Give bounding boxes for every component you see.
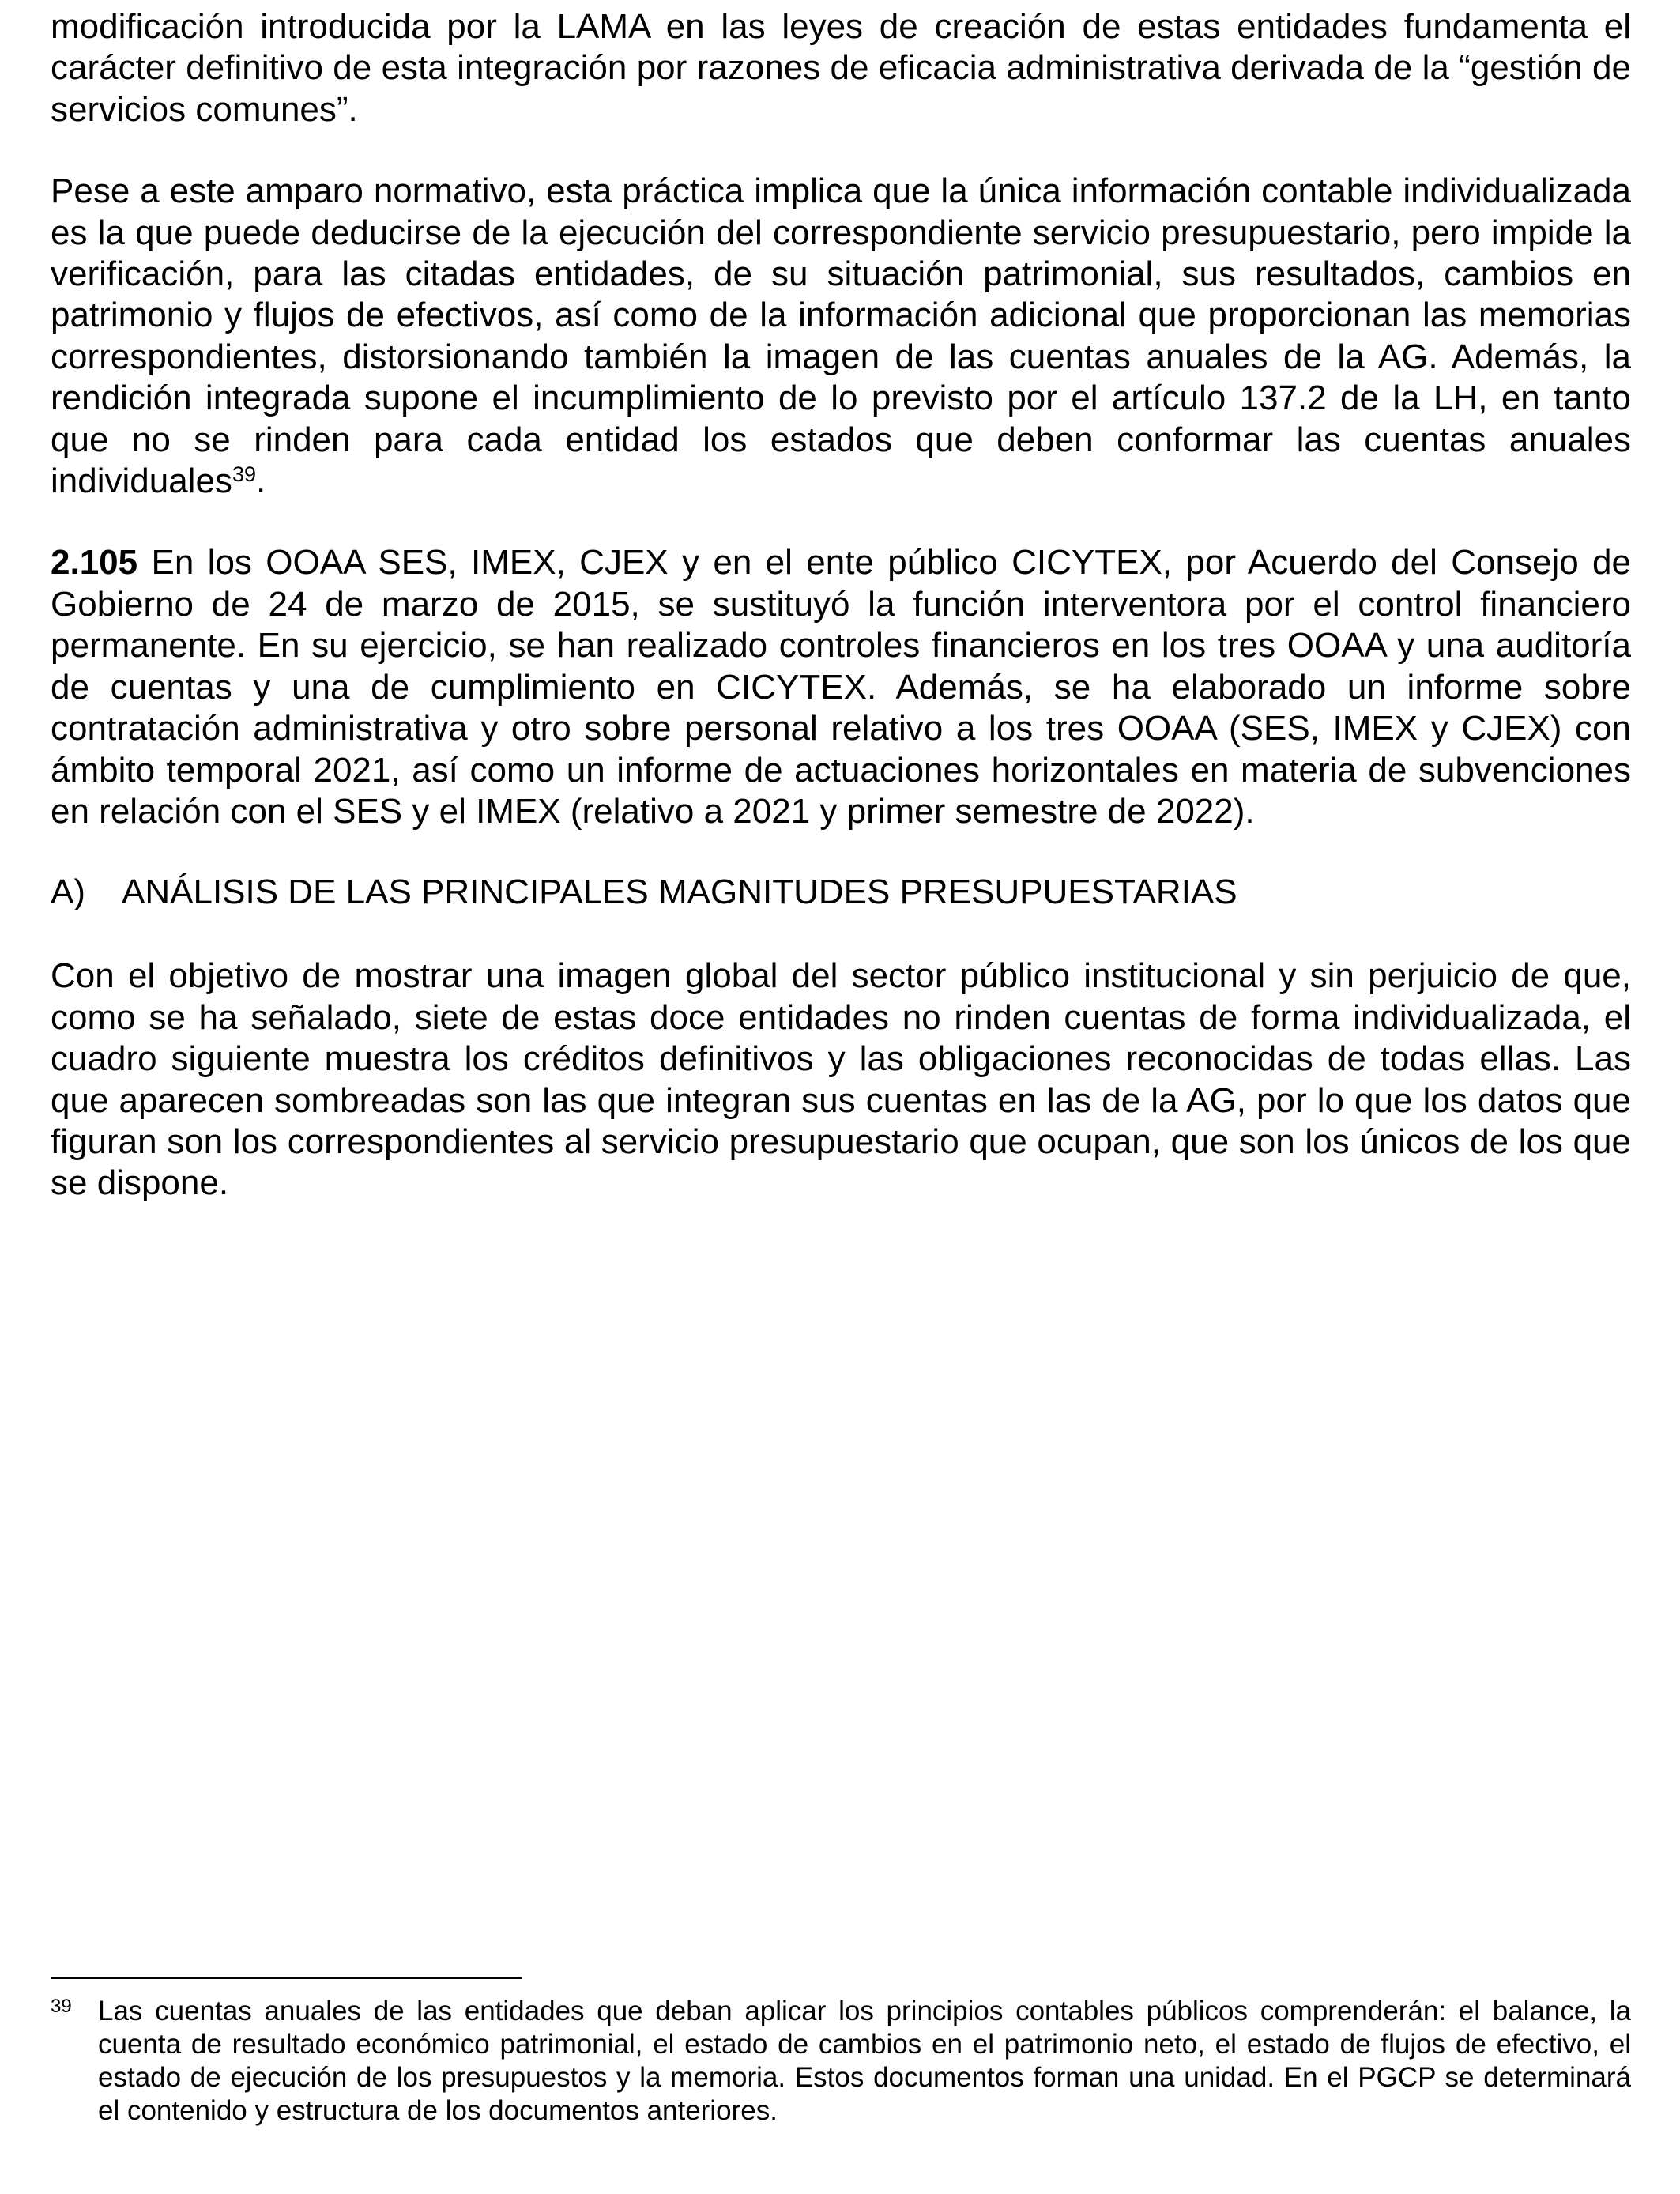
paragraph-normative (51, 171, 1631, 502)
paragraph-intro (51, 6, 1631, 130)
footnote-divider (51, 1977, 522, 1979)
document-body (51, 6, 1631, 1204)
paragraph-objective (51, 956, 1631, 1204)
section-heading (51, 872, 1631, 913)
footnote-text: Las cuentas anuales de las entidades que deban aplicar los principios contables públicos comprenderán: el balance, la cuenta de resultado económico patrimonial, el estado de cambios en el patrimonio neto, el estado de flujos de efectivo, el estado de ejecución de los presupuestos y la memoria. Estos documentos forman una unidad. En el PGCP se determinará el contenido y estructura de los documentos anteriores. (98, 1996, 1631, 2126)
paragraph-2-105-text: En los OOAA SES, IMEX, CJEX y en el ente público CICYTEX, por Acuerdo del Consejo de Gobierno de 24 de marzo de 2015, se sustituyó la función interventora por el control financiero permanente. En su ejercicio, se han realizado controles financieros en los tres OOAA y una auditoría de cuentas y una de cumplimiento en CICYTEX. Además, se ha elaborado un informe sobre contratación administrativa y otro sobre personal relativo a los tres OOAA (SES, IMEX y CJEX) con ámbito temporal 2021, así como un informe de actuaciones horizontales en materia de subvenciones en relación con el SES y el IMEX (relativo a 2021 y primer semestre de 2022). (51, 543, 1631, 831)
paragraph-normative-text: Pese a este amparo normativo, esta práctica implica que la única información contable individualizada es la que puede deducirse de la ejecución del correspondiente servicio presupuestario, pero impide la verificación, para las citadas entidades, de su situación patrimonial, sus resultados, cambios en patrimonio y flujos de efectivos, así como de la información adicional que proporcionan las memorias correspondientes, distorsionando también la imagen de las cuentas anuales de la AG. Además, la rendición integrada supone el incumplimiento de lo previsto por el artículo 137.2 de la LH, en tanto que no se rinden para cada entidad los estados que deben conformar las cuentas anuales individuales (51, 172, 1631, 501)
section-letter: A) (51, 873, 85, 912)
footnote-reference[interactable]: 39 (232, 462, 256, 487)
footnote-number: 39 (51, 1996, 72, 2017)
paragraph-normative-end: . (255, 462, 266, 501)
footnote (51, 1995, 1631, 2128)
paragraph-objective-text: Con el objetivo de mostrar una imagen global del sector público institucional y sin perjuicio de que, como se ha señalado, siete de estas doce entidades no rinden cuentas de forma individualizada, el cuadro siguiente muestra los créditos definitivos y las obligaciones reconocidas de todas ellas. Las que aparecen sombreadas son las que integran sus cuentas en las de la AG, por lo que los datos que figuran son los correspondientes al servicio presupuestario que ocupan, que son los únicos de los que se dispone. (51, 956, 1631, 1203)
paragraph-number: 2.105 (51, 543, 138, 582)
paragraph-intro-text: modificación introducida por la LAMA en las leyes de creación de estas entidades fundamenta el carácter definitivo de esta integración por razones de eficacia administrativa derivada de la “gestión de servicios comunes”. (51, 7, 1631, 129)
section-title: ANÁLISIS DE LAS PRINCIPALES MAGNITUDES PRESUPUESTARIAS (122, 873, 1237, 912)
paragraph-2-105 (51, 542, 1631, 832)
